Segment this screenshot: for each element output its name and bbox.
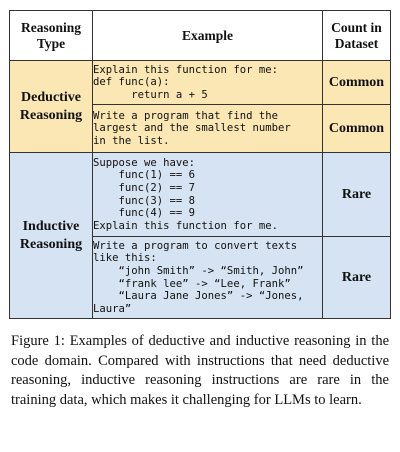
header-row: [10, 11, 391, 61]
table-row: [10, 61, 391, 105]
example-cell: Suppose we have: func(1) == 6 func(2) == 7 func(3) == 8 func(4) == 9 Explain this function for me.: [93, 153, 323, 237]
table-row: [10, 153, 391, 237]
type-cell-inductive: Inductive Reasoning: [10, 153, 93, 319]
example-cell: Write a program to convert texts like this: “john Smith” -> “Smith, John” “frank lee” -> “Lee, Frank” “Laura Jane Jones” -> “Jones, Laura”: [93, 237, 323, 319]
figure-caption: Figure 1: Examples of deductive and inductive reasoning in the code domain. Compared with instructions that need deductive reasoning, inductive reasoning instructions are rare in the training data, which makes it challenging for LLMs to learn.: [11, 333, 389, 408]
header-example: Example: [93, 11, 323, 61]
count-cell: Common: [323, 105, 391, 153]
header-reasoning-type: Reasoning Type: [10, 11, 93, 61]
count-cell: Rare: [323, 153, 391, 237]
count-cell: Rare: [323, 237, 391, 319]
example-cell: Write a program that find the largest and the smallest number in the list.: [93, 105, 323, 153]
example-cell: Explain this function for me: def func(a): return a + 5: [93, 61, 323, 105]
type-cell-deductive: Deductive Reasoning: [10, 61, 93, 153]
reasoning-table: [9, 10, 391, 319]
header-count: Count in Dataset: [323, 11, 391, 61]
count-cell: Common: [323, 61, 391, 105]
